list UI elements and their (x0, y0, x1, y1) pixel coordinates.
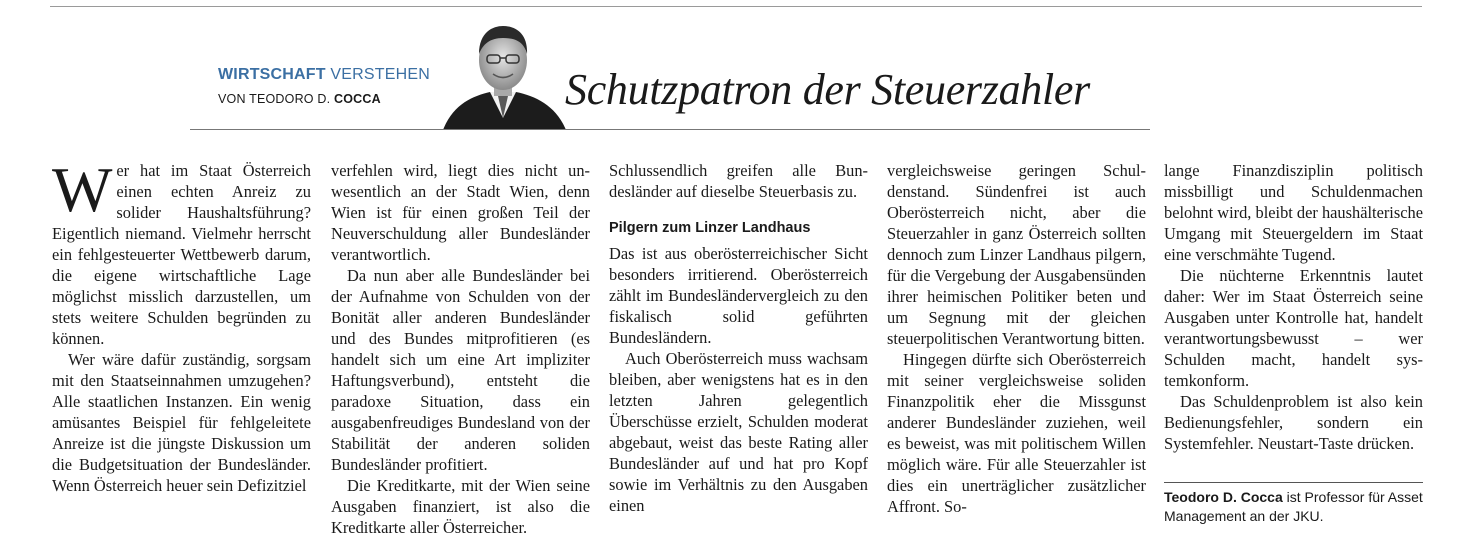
paragraph-text: er hat im Staat Österreich einen echten Anreiz zu solider Haushaltsführung? Eigentlich niemand. Vielmehr herrscht ein fehlgesteuerter Wettbewerb darum, die eigene wirtschaftliche Lage möglichst misslich darzustellen, um stets weitere Schulden begründen zu können. (52, 161, 311, 348)
bio-rule (1164, 482, 1423, 483)
section-rubric (218, 66, 430, 84)
drop-cap: W (52, 154, 113, 225)
rubric-rest: VERSTEHEN (330, 66, 431, 83)
byline (218, 92, 381, 106)
rubric-bold: WIRTSCHAFT (218, 66, 326, 83)
top-rule (50, 6, 1422, 7)
paragraph: Das Schuldenproblem ist also kein Bedienungsfehler, sondern ein Systemfehler. Neustart-Taste drücken. (1164, 392, 1423, 453)
paragraph: Auch Oberösterreich muss wachsam bleiben, aber wenigstens hat es in den letzten Jahren gelegentlich Überschüsse erzielt, Schulden moderat abgebaut, weist das beste Rating aller Bundesländer auf und hat pro Kopf sowie im Verhältnis zu den Ausgaben einen (609, 349, 868, 515)
header-rule (190, 129, 1150, 130)
paragraph (52, 154, 311, 349)
article-column-1 (52, 154, 311, 496)
byline-surname: COCCA (334, 92, 381, 106)
article-column-4 (887, 160, 1146, 517)
author-bio (1164, 488, 1426, 526)
byline-prefix: VON TEODORO D. (218, 92, 331, 106)
paragraph: Schlussendlich greifen alle Bundesländer auf dieselbe Steuerbasis zu. (609, 161, 868, 201)
paragraph: Die Kreditkarte, mit der Wien seine Ausgaben finanziert, ist also die Kreditkarte aller Österreicher. (331, 476, 590, 537)
paragraph: Das ist aus oberösterreichischer Sicht besonders irritierend. Oberösterreich zählt im Bundesländervergleich zu den fiskalisch solid geführten Bundesländern. (609, 244, 868, 347)
paragraph: verfehlen wird, liegt dies nicht unwesentlich an der Stadt Wien, denn Wien ist für einen großen Teil der Neuverschuldung aller Bundesländer verantwortlich. (331, 161, 590, 264)
paragraph: Wer wäre dafür zuständig, sorgsam mit den Staatseinnahmen umzugehen? Alle staatlichen Instanzen. Ein wenig amüsantes Beispiel für fehlgeleitete Anreize ist die jüngste Diskussion um die Budgetsituation der Bundesländer. Wenn Österreich heuer sein Defizitziel (52, 350, 311, 495)
subheading: Pilgern zum Linzer Landhaus (609, 220, 811, 236)
article-column-5 (1164, 160, 1423, 454)
bio-text: ist Professor für Asset Management an der JKU. (1164, 489, 1423, 524)
paragraph: lange Finanzdisziplin politisch missbilligt und Schuldenmachen belohnt wird, bleibt der haushälterische Umgang mit Steuergeldern im Staat eine verschmähte Tugend. (1164, 161, 1423, 264)
bio-name: Teodoro D. Cocca (1164, 489, 1283, 505)
article-column-3 (609, 160, 868, 516)
paragraph: vergleichsweise geringen Schuldenstand. Sündenfrei ist auch Oberösterreich nicht, aber die Steuerzahler in ganz Österreich sollten dennoch zum Linzer Landhaus pilgern, für die Vergebung der Ausgabensünden ihrer heimischen Politiker beten und um Segnung mit der gleichen steuerpolitischen Verantwortung bitten. (887, 161, 1146, 348)
paragraph: Da nun aber alle Bundesländer bei der Aufnahme von Schulden von der Bonität aller anderen Bundesländer und des Bundes mitprofitieren (es handelt sich um eine Art impliziter Haftungsverbund), entsteht die paradoxe Situation, dass ein ausgabenfreudiges Bundesland von der Stabilität der anderen soliden Bundesländer profitiert. (331, 266, 590, 474)
headline: Schutzpatron der Steuerzahler (565, 65, 1090, 114)
paragraph: Die nüchterne Erkenntnis lautet daher: Wer im Staat Österreich seine Ausgaben unter Kontrolle hat, handelt verantwortungsbewusst – wer Schulden macht, handelt systemkonform. (1164, 266, 1423, 390)
article-column-2 (331, 160, 590, 538)
author-portrait (438, 18, 568, 130)
paragraph: Hingegen dürfte sich Oberösterreich mit seiner vergleichsweise soliden Finanzpolitik eher die Missgunst anderer Bundesländer zuziehen, weil es beweist, was mit politischem Willen möglich wäre. Für alle Steuerzahler ist dies ein unerträglicher zusätzlicher Affront. So- (887, 350, 1146, 516)
